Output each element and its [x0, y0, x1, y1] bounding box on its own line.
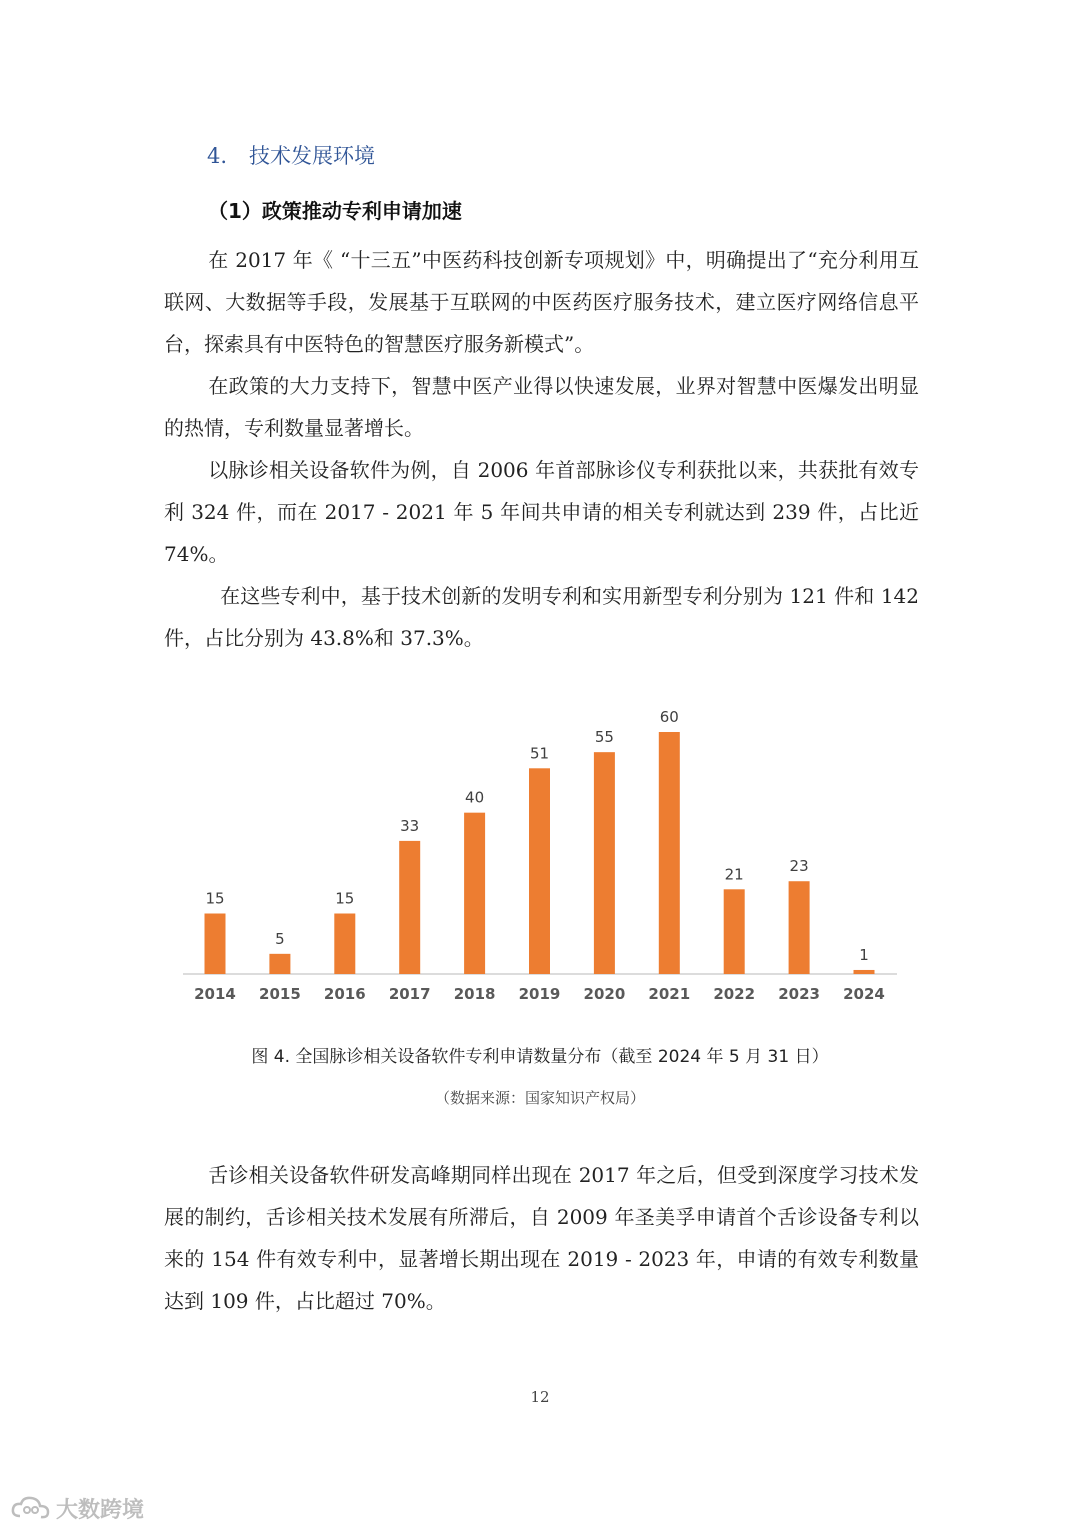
paragraph-text: 在政策的大力支持下，智慧中医产业得以快速发展，业界对智慧中医爆发出明显的热情，专利数量显著增长。 [164, 374, 919, 440]
x-tick-label-2016: 2016 [323, 985, 366, 1003]
x-tick-label-2017: 2017 [388, 985, 431, 1003]
paragraph-text: 舌诊相关设备软件研发高峰期同样出现在 2017 年之后，但受到深度学习技术发展的制约，舌诊相关技术发展有所滞后，自 2009 年圣美孚申请首个舌诊设备专利以来的 154 件有效专利中，显著增长期出现在 2019 - 2023 年，申请的有效专利数量达到 109 件，占比超过 70%。 [164, 1163, 919, 1313]
bar-2022 [724, 889, 745, 974]
data-label-2019: 51 [529, 744, 550, 763]
data-label-2024: 1 [859, 945, 869, 964]
x-tick-label-2018: 2018 [453, 985, 496, 1003]
data-label-2021: 60 [659, 708, 679, 726]
paragraph-tongue-patents [164, 1154, 919, 1322]
data-label-2018: 40 [465, 788, 485, 807]
data-label-2016: 15 [335, 889, 355, 908]
x-tick-label-2019: 2019 [518, 985, 561, 1003]
paragraph-text: 以脉诊相关设备软件为例，自 2006 年首部脉诊仪专利获批以来，共获批有效专利 324 件，而在 2017 - 2021 年 5 年间共申请的相关专利就达到 239 件，占比近 74%。 [164, 458, 919, 566]
bar-2024 [854, 970, 875, 974]
section-number: 4. [207, 144, 228, 168]
x-tick-label-2020: 2020 [583, 985, 626, 1003]
paragraph-patent-types [164, 575, 919, 659]
data-label-2017: 33 [400, 816, 420, 835]
x-tick-label-2023: 2023 [778, 985, 820, 1003]
watermark-text: 大数跨境 [56, 1497, 145, 1523]
page-number: 12 [530, 1388, 550, 1406]
subsection-title: （1）政策推动专利申请加速 [208, 199, 462, 223]
patent-bar-chart [0, 690, 1080, 1020]
paragraph-pulse-patents [164, 449, 919, 575]
data-label-2015: 5 [275, 929, 285, 948]
watermark [10, 1492, 144, 1524]
bar-2017 [399, 841, 420, 974]
paragraph-text: 在这些专利中，基于技术创新的发明专利和实用新型专利分别为 121 件和 142 件，占比分别为 43.8%和 37.3%。 [164, 584, 919, 650]
x-tick-label-2014: 2014 [194, 985, 236, 1003]
bar-2020 [594, 752, 615, 974]
section-title: 技术发展环境 [249, 144, 376, 168]
data-label-2020: 55 [594, 728, 614, 747]
x-tick-label-2024: 2024 [843, 985, 885, 1003]
x-tick-label-2022: 2022 [713, 985, 756, 1003]
data-label-2022: 21 [724, 865, 744, 884]
bar-2015 [269, 954, 290, 974]
x-tick-label-2021: 2021 [648, 985, 691, 1003]
figure-source: （数据来源：国家知识产权局） [434, 1089, 645, 1107]
x-tick-label-2015: 2015 [259, 985, 301, 1003]
paragraph-growth [164, 365, 919, 449]
bar-group [194, 708, 885, 1003]
data-label-2014: 15 [205, 889, 225, 908]
paragraph-text: 在 2017 年《 “十三五”中医药科技创新专项规划》中，明确提出了“充分利用互联网、大数据等手段，发展基于互联网的中医药医疗服务技术，建立医疗网络信息平台，探索具有中医特色的智慧医疗服务新模式”。 [164, 248, 919, 356]
section-heading [207, 140, 375, 170]
bar-2018 [464, 813, 485, 974]
figure-caption: 图 4. 全国脉诊相关设备软件专利申请数量分布（截至 2024 年 5 月 31 日） [251, 1047, 829, 1067]
data-label-2023: 23 [789, 857, 809, 876]
bar-2014 [205, 914, 226, 975]
paragraph-policy [164, 239, 919, 365]
cloud-logo-icon [10, 1494, 52, 1522]
bar-2023 [789, 881, 810, 974]
bar-2019 [529, 768, 550, 974]
bar-2021 [659, 732, 680, 974]
bar-2016 [334, 914, 355, 975]
